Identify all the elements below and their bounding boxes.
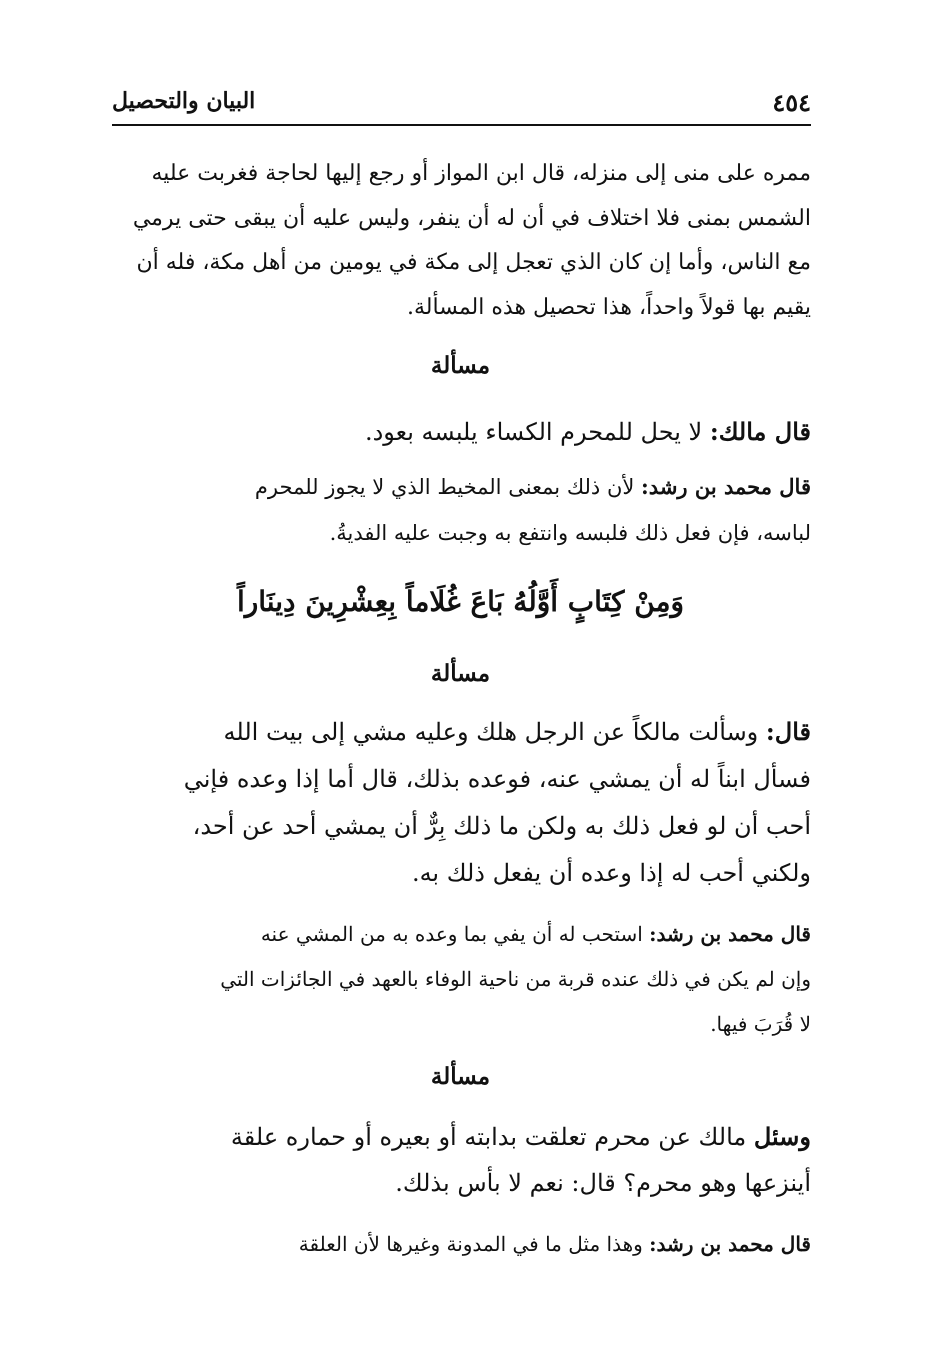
commentary-text: لأن ذلك بمعنى المخيط الذي لا يجوز للمحرم: [254, 475, 635, 499]
text-line: أينزعها وهو محرم؟ قال: نعم لا بأس بذلك.: [395, 1169, 811, 1197]
commentary-paragraph: [110, 912, 811, 1047]
question-paragraph: [110, 410, 811, 454]
commentary-text: وهذا مثل ما في المدونة وغيرها لأن العلقة: [298, 1232, 643, 1256]
speaker-label: قال مالك:: [709, 417, 811, 446]
text-line: يقيم بها قولاً واحداً، هذا تحصيل هذه المسألة.: [407, 294, 811, 320]
speaker-label: وسئل: [753, 1122, 811, 1151]
speaker-label: قال:: [765, 717, 811, 746]
commentary-paragraph: [110, 1224, 811, 1264]
page-header: [112, 86, 811, 126]
text-line: [110, 912, 811, 957]
commentary-paragraph: [110, 464, 811, 556]
text-line: فسأل ابناً له أن يمشي عنه، فوعده بذلك، قال أما إذا وعده فإني: [183, 765, 811, 793]
text-line: وإن لم يكن في ذلك عنده قربة من ناحية الوفاء بالعهد في الجائزات التي: [220, 967, 811, 991]
text-line: [110, 1114, 811, 1160]
text-line: [110, 1224, 811, 1264]
question-text: مالك عن محرم تعلقت بدابته أو بعيره أو حماره علقة: [230, 1123, 747, 1151]
section-heading: مسألة: [430, 352, 491, 379]
speaker-label: قال محمد بن رشد:: [641, 474, 811, 499]
text-line: [110, 708, 811, 756]
section-heading: مسألة: [430, 660, 491, 687]
question-paragraph: [110, 1114, 811, 1206]
section-heading: مسألة: [430, 1063, 491, 1090]
question-text: وسألت مالكاً عن الرجل هلك وعليه مشي إلى بيت الله: [223, 718, 759, 746]
question-text: لا يحل للمحرم الكساء يلبسه بعود.: [364, 418, 703, 446]
commentary-text: استحب له أن يفي بما وعده به من المشي عنه: [260, 922, 643, 946]
page-number: ٤٥٤: [772, 88, 811, 117]
text-line: [110, 464, 811, 510]
question-paragraph: [110, 708, 811, 897]
speaker-label: قال محمد بن رشد:: [649, 1232, 811, 1256]
text-line: مع الناس، وأما إن كان الذي تعجل إلى مكة في يومين من أهل مكة، فله أن: [136, 250, 811, 275]
text-line: ممره على منى إلى منزله، قال ابن المواز أو رجع إليها لحاجة فغربت عليه: [151, 161, 811, 186]
speaker-label: قال محمد بن رشد:: [649, 922, 811, 946]
text-line: ولكني أحب له إذا وعده أن يفعل ذلك به.: [411, 859, 811, 887]
intro-paragraph: [110, 152, 811, 330]
running-title: البيان والتحصيل: [112, 88, 256, 114]
chapter-title: وَمِنْ كِتَابٍ أَوَّلُهُ بَاعَ غُلَاماً بِعِشْرِينَ دِينَاراً: [236, 585, 685, 618]
text-line: لباسه، فإن فعل ذلك فلبسه وانتفع به وجبت عليه الفديةُ.: [329, 521, 811, 545]
text-line: أحب أن لو فعل ذلك به ولكن ما ذلك بِرٌّ أن يمشي أحد عن أحد،: [192, 812, 811, 840]
text-line: الشمس بمنى فلا اختلاف في أن له أن ينفر، وليس عليه أن يبقى حتى يرمي: [132, 205, 811, 231]
text-line: لا قُرَبَ فيها.: [710, 1012, 811, 1036]
